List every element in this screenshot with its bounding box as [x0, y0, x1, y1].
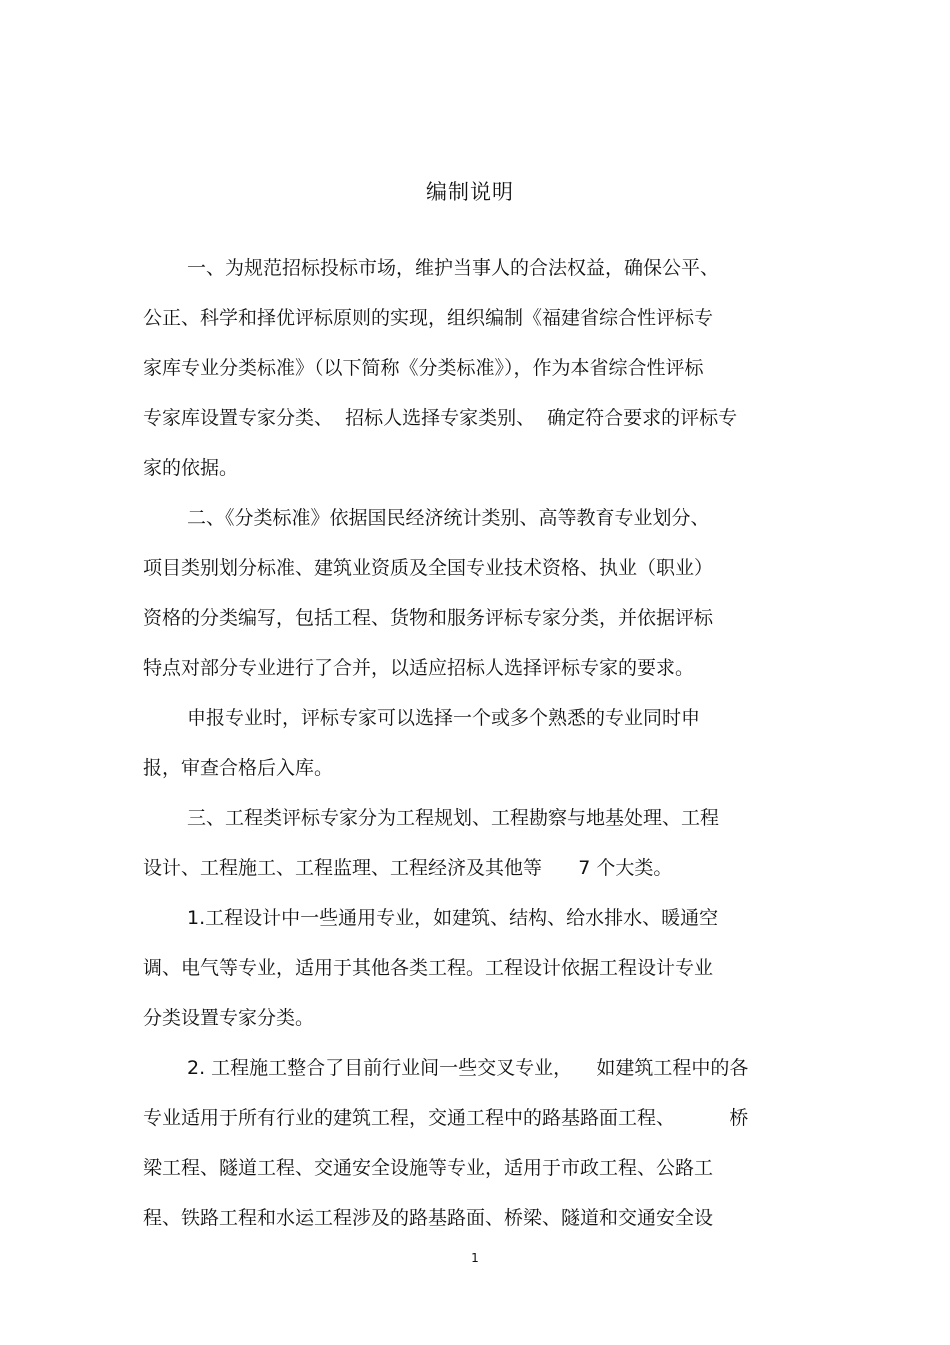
- page-title: 编制说明: [426, 180, 514, 204]
- paragraph-1-line-3: 家库专业分类标准》（以下简称《分类标准》），作为本省综合性评标: [143, 357, 704, 379]
- paragraph-2-line-3: 资格的分类编写，包括工程、货物和服务评标专家分类，并依据评标: [143, 607, 714, 629]
- paragraph-5-line-2: 调、电气等专业，适用于其他各类工程。工程设计依据工程设计专业: [143, 957, 714, 979]
- paragraph-4-line-2: 设计、工程施工、工程监理、工程经济及其他等 7 个大类。: [143, 857, 673, 879]
- paragraph-6-line-2: 专业适用于所有行业的建筑工程，交通工程中的路基路面工程、 桥: [143, 1107, 749, 1129]
- paragraph-6-line-3: 梁工程、隧道工程、交通安全设施等专业，适用于市政工程、公路工: [143, 1157, 714, 1179]
- paragraph-5-line-1: 1.工程设计中一些通用专业，如建筑、结构、给水排水、暖通空: [187, 907, 719, 929]
- paragraph-3-line-1: 申报专业时，评标专家可以选择一个或多个熟悉的专业同时申: [187, 707, 701, 729]
- paragraph-3-line-2: 报，审查合格后入库。: [143, 757, 334, 779]
- paragraph-1-line-5: 家的依据。: [143, 457, 239, 479]
- paragraph-2-line-1: 二、《分类标准》依据国民经济统计类别、高等教育专业划分、: [187, 507, 710, 529]
- paragraph-4-line-1: 三、工程类评标专家分为工程规划、工程勘察与地基处理、工程: [187, 807, 720, 829]
- paragraph-2-line-4: 特点对部分专业进行了合并，以适应招标人选择评标专家的要求。: [143, 657, 695, 679]
- paragraph-6-line-4: 程、铁路工程和水运工程涉及的路基路面、桥梁、隧道和交通安全设: [143, 1207, 714, 1229]
- paragraph-5-line-3: 分类设置专家分类。: [143, 1007, 315, 1029]
- paragraph-6-line-1: 2. 工程施工整合了目前行业间一些交叉专业， 如建筑工程中的各: [187, 1057, 749, 1079]
- paragraph-1-line-4: 专家库设置专家分类、 招标人选择专家类别、 确定符合要求的评标专: [143, 407, 738, 429]
- paragraph-1-line-1: 一、为规范招标投标市场，维护当事人的合法权益，确保公平、: [187, 257, 720, 279]
- paragraph-2-line-2: 项目类别划分标准、建筑业资质及全国专业技术资格、执业（职业）: [143, 557, 714, 579]
- paragraph-1-line-2: 公正、科学和择优评标原则的实现，组织编制《福建省综合性评标专: [143, 307, 714, 329]
- page-number: 1: [471, 1251, 479, 1265]
